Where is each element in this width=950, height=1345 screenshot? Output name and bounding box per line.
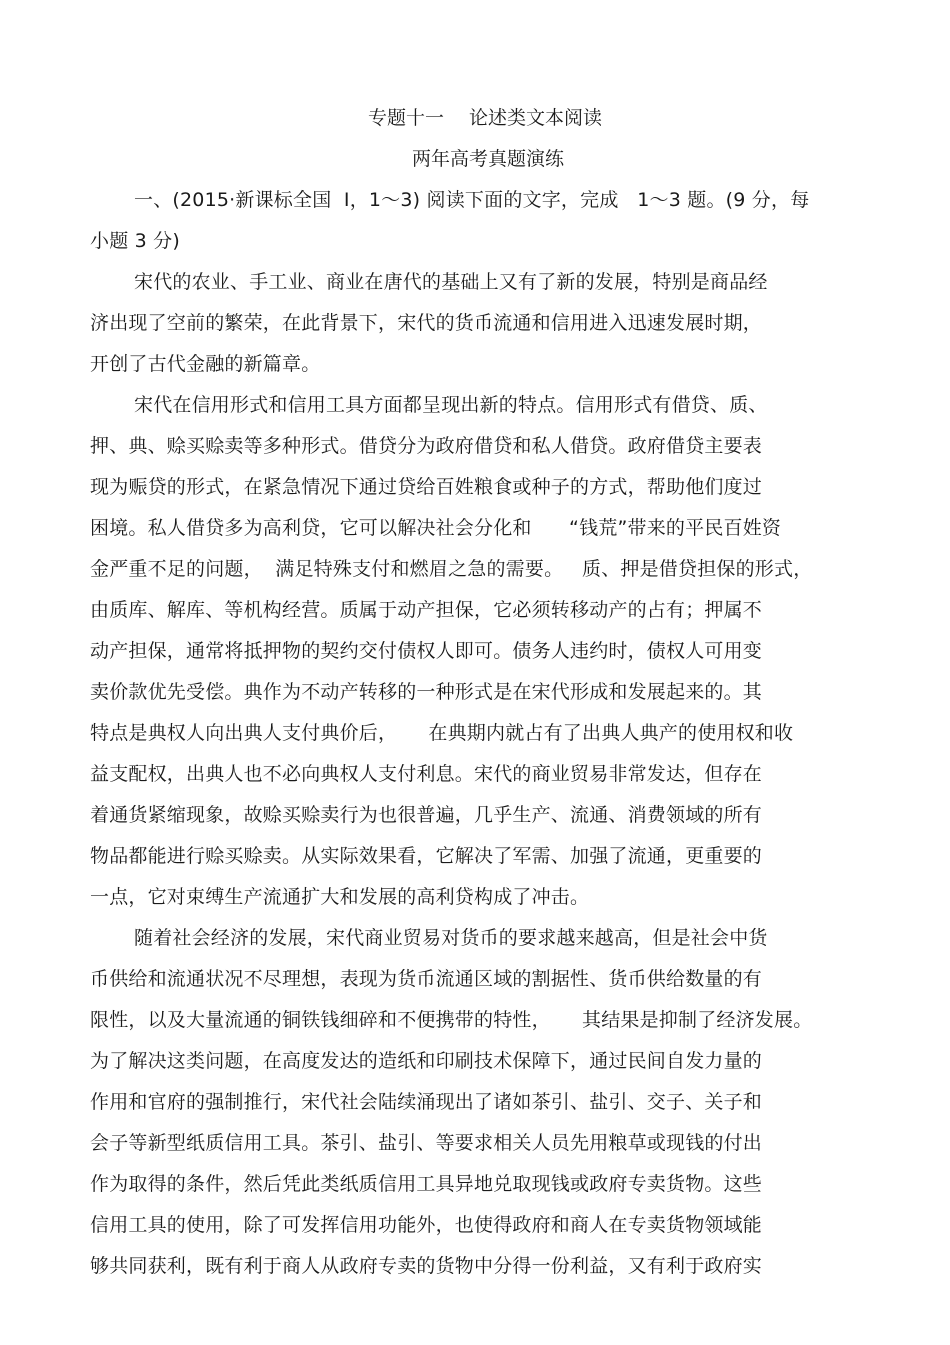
paragraph-2-line-1: 宋代在信用形式和信用工具方面都呈现出新的特点。信用形式有借贷、质、 [134, 394, 768, 416]
paragraph-2-line-2: 押、典、赊买赊卖等多种形式。借贷分为政府借贷和私人借贷。政府借贷主要表 [90, 435, 763, 457]
paragraph-1-line-2: 济出现了空前的繁荣，在此背景下，宋代的货币流通和信用进入迅速发展时期， [90, 312, 763, 334]
paragraph-3-line-1: 随着社会经济的发展，宋代商业贸易对货币的要求越来越高，但是社会中货 [134, 927, 768, 949]
paragraph-3-line-7: 作为取得的条件，然后凭此类纸质信用工具异地兑取现钱或政府专卖货物。这些 [90, 1173, 763, 1195]
paragraph-3-line-8: 信用工具的使用，除了可发挥信用功能外，也使得政府和商人在专卖货物领域能 [90, 1214, 763, 1236]
paragraph-1-line-3: 开创了古代金融的新篇章。 [90, 353, 321, 375]
paragraph-3-line-4: 为了解决这类问题，在高度发达的造纸和印刷技术保障下，通过民间自发力量的 [90, 1050, 763, 1072]
paragraph-2-line-4: 困境。私人借贷多为高利贷，它可以解决社会分化和 “钱荒”带来的平民百姓资 [90, 517, 782, 539]
paragraph-3-line-5: 作用和官府的强制推行，宋代社会陆续涌现出了诸如茶引、盐引、交子、关子和 [90, 1091, 763, 1113]
paragraph-2-line-5: 金严重不足的问题， 满足特殊支付和燃眉之急的需要。 质、押是借贷担保的形式， [90, 558, 813, 580]
paragraph-1-line-1: 宋代的农业、手工业、商业在唐代的基础上又有了新的发展，特别是商品经 [134, 271, 768, 293]
paragraph-3-line-6: 会子等新型纸质信用工具。茶引、盐引、等要求相关人员先用粮草或现钱的付出 [90, 1132, 763, 1154]
question-instruction-line-1: 一、(2015·新课标全国 Ⅰ，1～3) 阅读下面的文字，完成 1～3 题。(9 分，每 [134, 189, 810, 211]
paragraph-2-line-10: 益支配权，出典人也不必向典权人支付利息。宋代的商业贸易非常发达，但存在 [90, 763, 763, 785]
paragraph-3-line-9: 够共同获利，既有利于商人从政府专卖的货物中分得一份利益，又有利于政府实 [90, 1255, 763, 1277]
paragraph-3-line-2: 币供给和流通状况不尽理想，表现为货币流通区域的割据性、货币供给数量的有 [90, 968, 763, 990]
paragraph-2-line-12: 物品都能进行赊买赊卖。从实际效果看，它解决了军需、加强了流通，更重要的 [90, 845, 763, 867]
question-instruction-line-2: 小题 3 分) [90, 230, 180, 252]
page-title: 专题十一 论述类文本阅读 [368, 107, 603, 129]
paragraph-2-line-13: 一点，它对束缚生产流通扩大和发展的高利贷构成了冲击。 [90, 886, 590, 908]
paragraph-2-line-11: 着通货紧缩现象，故赊买赊卖行为也很普遍，几乎生产、流通、消费领域的所有 [90, 804, 763, 826]
paragraph-2-line-3: 现为赈贷的形式，在紧急情况下通过贷给百姓粮食或种子的方式，帮助他们度过 [90, 476, 763, 498]
paragraph-2-line-7: 动产担保，通常将抵押物的契约交付债权人即可。债务人违约时，债权人可用变 [90, 640, 763, 662]
paragraph-3-line-3: 限性，以及大量流通的铜铁钱细碎和不便携带的特性， 其结果是抑制了经济发展。 [90, 1009, 813, 1031]
page-subtitle: 两年高考真题演练 [412, 148, 565, 170]
paragraph-2-line-8: 卖价款优先受偿。典作为不动产转移的一种形式是在宋代形成和发展起来的。其 [90, 681, 763, 703]
paragraph-2-line-6: 由质库、解库、等机构经营。质属于动产担保，它必须转移动产的占有；押属不 [90, 599, 763, 621]
paragraph-2-line-9: 特点是典权人向出典人支付典价后， 在典期内就占有了出典人典产的使用权和收 [90, 722, 794, 744]
